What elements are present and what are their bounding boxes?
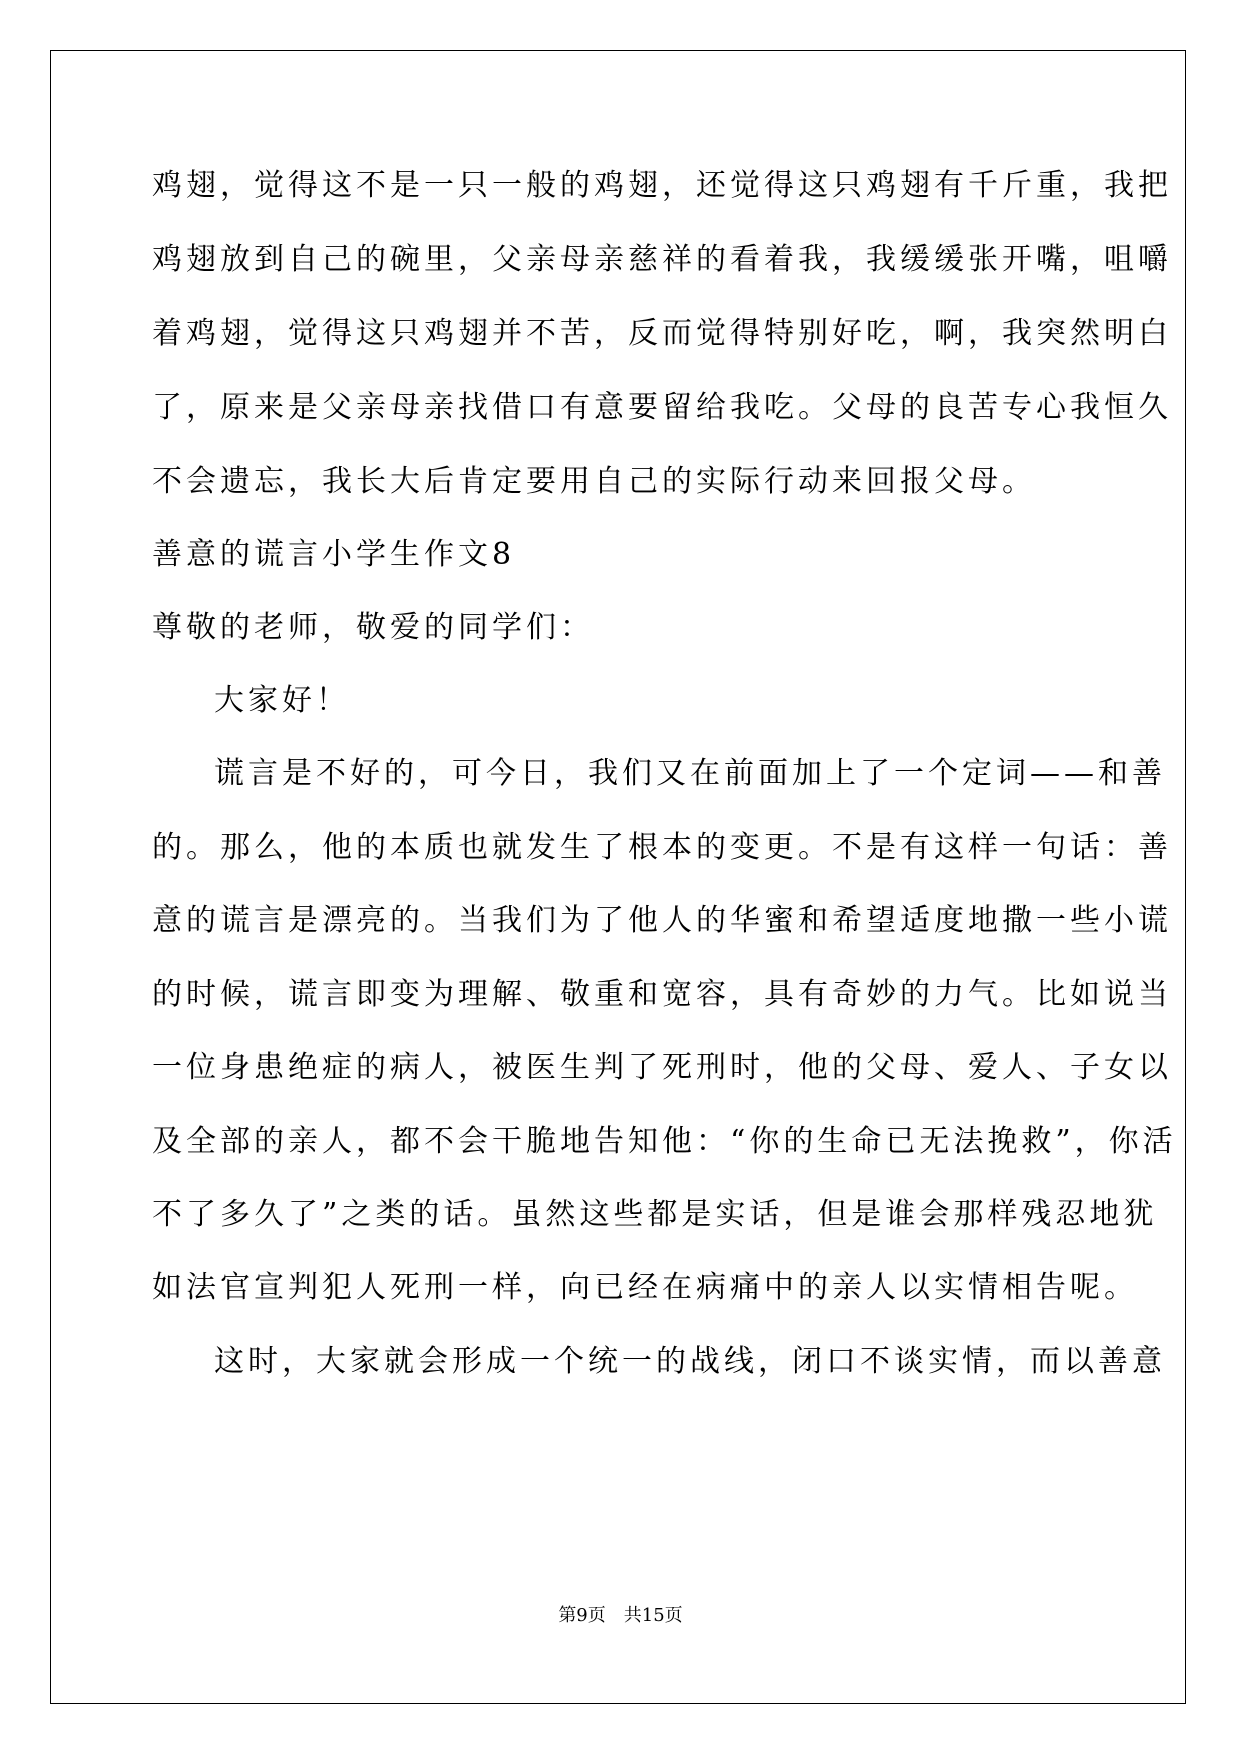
page-footer: 第9页 共15页	[558, 1605, 683, 1626]
text-line: 不会遗忘，我长大后肯定要用自己的实际行动来回报父母。	[152, 464, 1036, 499]
greeting: 大家好！	[214, 683, 350, 718]
essay-title: 善意的谎言小学生作文8	[152, 537, 516, 572]
text-line: 不了多久了”之类的话。虽然这些都是实话，但是谁会那样残忍地犹	[152, 1197, 1158, 1232]
text-line: 的。那么，他的本质也就发生了根本的变更。不是有这样一句话：善	[152, 830, 1172, 865]
text-line: 这时，大家就会形成一个统一的战线，闭口不谈实情，而以善意	[214, 1344, 1166, 1379]
text-line: 鸡翅放到自己的碗里，父亲母亲慈祥的看着我，我缓缓张开嘴，咀嚼	[152, 242, 1172, 277]
text-line: 谎言是不好的，可今日，我们又在前面加上了一个定词——和善	[214, 756, 1166, 791]
text-line: 意的谎言是漂亮的。当我们为了他人的华蜜和希望适度地撒一些小谎	[152, 903, 1172, 938]
text-line: 及全部的亲人，都不会干脆地告知他：“你的生命已无法挽救”，你活	[152, 1124, 1177, 1159]
text-line: 鸡翅，觉得这不是一只一般的鸡翅，还觉得这只鸡翅有千斤重，我把	[152, 168, 1172, 203]
text-line: 了，原来是父亲母亲找借口有意要留给我吃。父母的良苦专心我恒久	[152, 390, 1172, 425]
salutation: 尊敬的老师，敬爱的同学们：	[152, 610, 594, 645]
text-line: 的时候，谎言即变为理解、敬重和宽容，具有奇妙的力气。比如说当	[152, 977, 1172, 1012]
text-line: 如法官宣判犯人死刑一样，向已经在病痛中的亲人以实情相告呢。	[152, 1270, 1138, 1305]
page-border	[50, 50, 1186, 1704]
text-line: 一位身患绝症的病人，被医生判了死刑时，他的父母、爱人、子女以	[152, 1050, 1172, 1085]
text-line: 着鸡翅，觉得这只鸡翅并不苦，反而觉得特别好吃，啊，我突然明白	[152, 316, 1172, 351]
